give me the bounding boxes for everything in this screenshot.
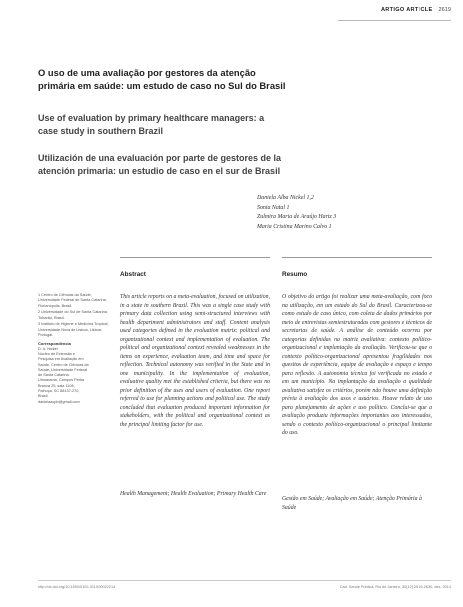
correspondence-line: D. A. Nickel — [38, 346, 58, 351]
author-name: Daniela Alba Nickel 1,2 — [257, 195, 314, 201]
doi-link[interactable]: http://dx.doi.org/10.1590/0102-311X00022214 — [38, 585, 116, 589]
affiliations-sidebar — [38, 293, 110, 405]
section-label-en-post: CLE — [420, 7, 433, 13]
title-portuguese: O uso de uma avaliação por gestores da atenção primária em saúde: um estudo de caso no Sul do Brasil — [38, 67, 286, 91]
section-label-en-mid: I — [418, 7, 421, 13]
title-spanish: Utilización de una evaluación por parte de gestores de la atención primaria: un estudio de caso en el sur de Brasil — [38, 153, 282, 176]
resumo-heading: Resumo — [282, 271, 308, 278]
section-label — [381, 7, 433, 13]
author-name: Zulmira Maria de Araújo Hartz 3 — [257, 214, 337, 221]
footer-divider — [38, 580, 451, 581]
title-english: Use of evaluation by primary healthcare managers: a case study in southern Brazil — [38, 113, 265, 136]
abstract-divider — [120, 257, 270, 258]
correspondence-line: Brasil. — [38, 394, 49, 399]
running-header — [381, 0, 451, 20]
resumo-body: O objetivo do artigo foi realizar uma meta-avaliação, com foco na utilização, em um estado do Sul do Brasil. Caracterizou-se como estudo de caso único, com coleta de dados primários por meio de entrevistas semiestruturadas com gestores e técnicos de secretarias de saúde. A análise de conteúdo ocorreu por categorias definidas na matriz avaliativa: contexto político-organizacional e implantação da avaliação. Verificou-se que o contexto político-organizacional apresentou fragilidades nos quesitos de experiência, equipe de avaliação e espaço e tempo para reflexão. A autonomia técnica foi verificada no estado e em um município. Na implantação da avaliação a qualidade avaliativa satisfez os critérios, porém não houve uma definição prévia à avaliação dos usos e usuários. Houve relato de uso para planejamento de ações e uso político. Conclui-se que a avaliação produziu informações importantes aos interessados, sendo o contexto político-organizacional o principal limitante do uso. — [282, 294, 432, 436]
affiliation: 3 Instituto de Higiene e Medicina Tropical, Universidade Nova de Lisboa, Lisboa, Portugal. — [38, 322, 109, 338]
correspondence-line: de Santa Catarina. — [38, 373, 70, 378]
abstract-heading: Abstract — [120, 271, 146, 278]
author-name: Maria Cristina Marino Calvo 1 — [257, 224, 332, 231]
correspondence-email[interactable]: danielaacpb@gmail.com — [38, 399, 80, 404]
abstract-body: This article reports on a meta-evaluation, focused on utilization, in a state in southern Brazil. This was a single case study with primary data collection using semi-structured interviews with health department administrators and staff. Content analysis used categories defined in the evaluation matrix: political and organizational context and implementation of evaluation. The political and organizational context revealed weaknesses in the items on experience, evaluation team, and time and space for reflection. Technical autonomy was verified in the State and in one municipality. In the implementation of evaluation, evaluative quality met the established criteria, but there was no prior definition of the uses and users of evaluation. One report referred to use for planning actions and political use. The study concluded that evaluation produced important information for stakeholders, with the political and organizational context as the principal limiting factor for use. — [120, 294, 270, 428]
correspondence-line: Saúde, Universidade Federal — [38, 367, 88, 372]
abstract-keywords: Health Management; Health Evaluation; Primary Health Care — [120, 491, 267, 497]
correspondence-line: Branca 25, sala 1108, — [38, 383, 75, 388]
author-list — [257, 194, 437, 233]
correspondence-line: Umuarama, Campus Pedra — [38, 378, 85, 383]
correspondence-line: Pesquisa em Avaliação em — [38, 357, 84, 362]
affiliation: 1 Centro de Ciências da Saúde, Universidade Federal de Santa Catarina, Florianópolis, Brasil. — [38, 293, 107, 308]
affiliation: 2 Universidade do Sul de Santa Catarina, Tubarão, Brasil. — [38, 310, 108, 320]
correspondence-line: Palhoça, SC 88137-270, — [38, 389, 80, 394]
section-label-en-pre: ART — [406, 7, 419, 13]
correspondence-line: Saúde, Centro de Ciências da — [38, 362, 89, 367]
correspondence-line: Núcleo de Extensão e — [38, 351, 76, 356]
section-label-en — [406, 7, 432, 13]
resumo-keywords: Gestão em Saúde; Avaliação em Saúde; Atenção Primária à Saúde — [282, 496, 422, 511]
resumo-divider — [282, 257, 432, 258]
section-label-pt: ARTIGO — [380, 7, 405, 13]
journal-citation: Cad. Saúde Pública, Rio de Janeiro, 30(12):2619-2630, dez, 2014 — [339, 585, 451, 589]
correspondence-title: Correspondência — [38, 341, 71, 347]
page-number: 2619 — [438, 7, 451, 13]
header-divider — [338, 20, 451, 21]
author-name: Sonia Natal 1 — [257, 204, 290, 211]
